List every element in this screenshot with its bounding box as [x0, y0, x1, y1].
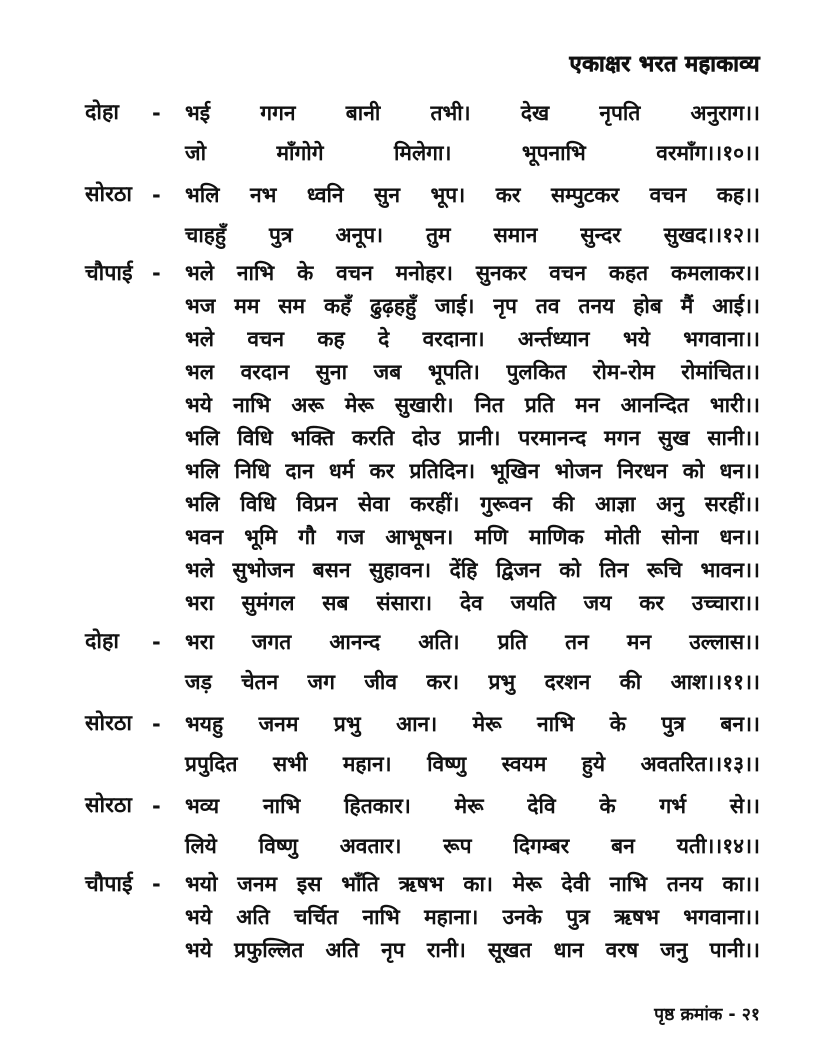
verse-line: भज मम सम कहँ ढुढ़हहुँ जाई। नृप तव तनय होब मैं आई।। [185, 294, 760, 318]
verse-group [185, 786, 760, 866]
section-dash: - [152, 712, 161, 736]
section-dash: - [152, 183, 161, 207]
section-dash: - [152, 630, 161, 654]
verse-group [185, 704, 760, 784]
verse-section-chaupai-2 [85, 868, 760, 967]
verse-line: भये प्रफुल्लित अति नृप रानी। सूखत धान वरष जनु पानी।। [185, 938, 760, 962]
verse-line: जो माँगोगे मिलेगा। भूपनाभि वरमाँग।।१०।। [185, 141, 760, 165]
verse-line: भलि निधि दान धर्म कर प्रतिदिन। भूखिन भोजन निरधन को धन।। [185, 459, 760, 483]
verse-line: लिये विष्णु अवतार। रूप दिगम्बर बन यती।।१४।। [185, 834, 760, 858]
section-label: सोरठा [85, 793, 132, 818]
verse-line: चाहहुँ पुत्र अनूप। तुम समान सुन्दर सुखद।।१२।। [185, 223, 760, 247]
section-label: सोरठा [85, 182, 132, 207]
section-dash: - [152, 261, 161, 285]
verse-line: भरा जगत आनन्द अति। प्रति तन मन उल्लास।। [185, 630, 760, 654]
verse-line: भयो जनम इस भाँति ऋषभ का। मेरू देवी नाभि तनय का।। [185, 872, 760, 896]
section-label: दोहा [85, 629, 119, 654]
verse-section-sortha-3 [85, 786, 760, 866]
verse-group [185, 622, 760, 702]
page-title: एकाक्षर भरत महाकाव्य [569, 52, 760, 77]
verse-line: भल वरदान सुना जब भूपति। पुलकित रोम-रोम रोमांचित।। [185, 360, 760, 384]
verse-line: भई गगन बानी तभी। देख नृपति अनुराग।। [185, 101, 760, 125]
verse-line: भयहु जनम प्रभु आन। मेरू नाभि के पुत्र बन।। [185, 712, 760, 736]
verse-line: भये अति चर्चित नाभि महाना। उनके पुत्र ऋषभ भगवाना।। [185, 905, 760, 929]
verse-group [185, 868, 760, 967]
section-dash: - [152, 872, 161, 896]
verse-line: भरा सुमंगल सब संसारा। देव जयति जय कर उच्चारा।। [185, 591, 760, 615]
section-label: चौपाई [85, 261, 133, 286]
verse-section-sortha-2 [85, 704, 760, 784]
verse-line: भलि विधि भक्ति करति दोउ प्रानी। परमानन्द मगन सुख सानी।। [185, 426, 760, 450]
verse-section-doha-2 [85, 622, 760, 702]
verse-line: भये नाभि अरू मेरू सुखारी। नित प्रति मन आनन्दित भारी।। [185, 393, 760, 417]
verse-section-doha-1 [85, 93, 760, 173]
section-label: दोहा [85, 100, 119, 125]
verse-group [185, 93, 760, 173]
verse-line: भलि विधि विप्रन सेवा करहीं। गुरूवन की आज्ञा अनु सरहीं।। [185, 492, 760, 516]
section-dash: - [152, 794, 161, 818]
verse-line: भलि नभ ध्वनि सुन भूप। कर सम्पुटकर वचन कह।। [185, 183, 760, 207]
page-number: पृष्ठ क्रमांक - २१ [654, 1005, 760, 1025]
verse-section-sortha-1 [85, 175, 760, 255]
verse-line: जड़ चेतन जग जीव कर। प्रभु दरशन की आश।।११।। [185, 670, 760, 694]
section-dash: - [152, 101, 161, 125]
section-label: सोरठा [85, 711, 132, 736]
verse-group [185, 175, 760, 255]
verse-line: भवन भूमि गौ गज आभूषन। मणि माणिक मोती सोना धन।। [185, 525, 760, 549]
verse-line: भले सुभोजन बसन सुहावन। देंहि द्विजन को तिन रूचि भावन।। [185, 558, 760, 582]
verse-group [185, 257, 760, 620]
section-label: चौपाई [85, 872, 133, 897]
verse-line: प्रपुदित सभी महान। विष्णु स्वयम हुये अवतरित।।१३।। [185, 752, 760, 776]
verse-line: भले नाभि के वचन मनोहर। सुनकर वचन कहत कमलाकर।। [185, 261, 760, 285]
verse-section-chaupai-1 [85, 257, 760, 620]
verse-line: भले वचन कह दे वरदाना। अर्न्तध्यान भये भगवाना।। [185, 327, 760, 351]
verse-line: भव्य नाभि हितकार। मेरू देवि के गर्भ से।। [185, 794, 760, 818]
